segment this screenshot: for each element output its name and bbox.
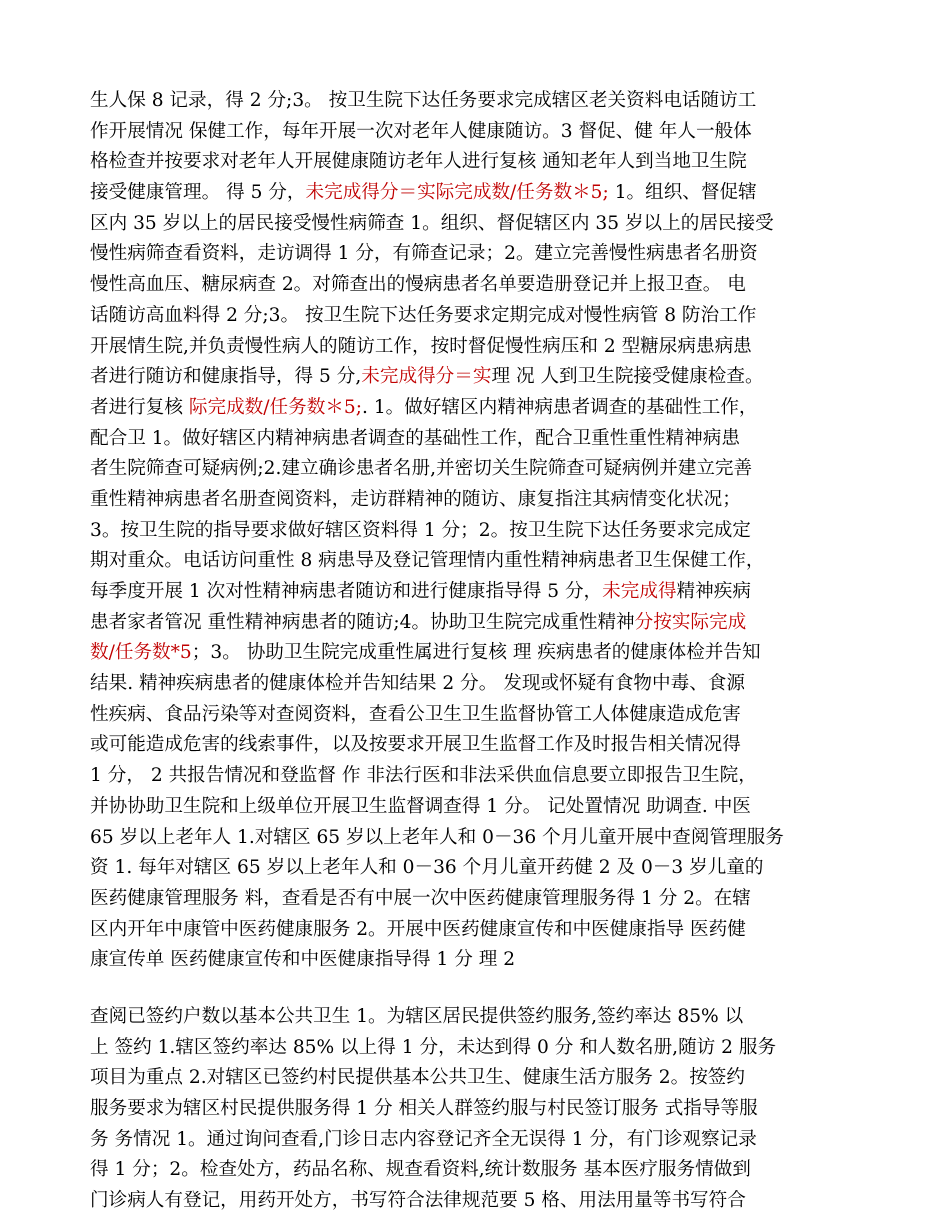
highlighted-text: 数/任务数*5 — [90, 642, 192, 664]
text-line — [90, 362, 870, 393]
text-segment: 重性精神病患者名册查阅资料，走访群精神的随访、康复指注其病情变化状况； — [90, 488, 741, 510]
text-line — [90, 270, 870, 301]
text-line — [90, 239, 870, 270]
highlighted-text: 际完成数/任务数＊5; — [188, 396, 362, 418]
text-segment: 区内开年中康管中医药健康服务 2。开展中医药健康宣传和中医健康指导 医药健 — [90, 918, 746, 940]
text-segment: 性疾病、食品污染等对查阅资料，查看公卫生卫生监督协管工人体健康造成危害 — [90, 703, 741, 725]
text-segment: 门诊病人有登记，用药开处方，书写符合法律规范要 5 格、用法用量等书写符合 — [90, 1190, 746, 1212]
text-segment: 理 况 人到卫生院接受健康检查。 — [491, 366, 764, 388]
text-line — [90, 638, 870, 669]
text-line — [90, 485, 870, 516]
text-line — [90, 853, 870, 884]
text-segment: 上 签约 1.辖区签约率达 85% 以上得 1 分，未达到得 0 分 和人数名册,随访 2 服务 — [90, 1036, 777, 1058]
text-segment: ；3。 协助卫生院完成重性属进行复核 理 疾病患者的健康体检并告知 — [191, 642, 761, 664]
text-segment: 配合卫 1。做好辖区内精神病患者调查的基础性工作，配合卫重性重性精神病患 — [90, 427, 740, 449]
text-segment: 康宣传单 医药健康宣传和中医健康指导得 1 分 理 2 — [90, 949, 516, 971]
text-line — [90, 1186, 870, 1217]
text-segment: 区内 35 岁以上的居民接受慢性病筛查 1。组织、督促辖区内 35 岁以上的居民接受 — [90, 212, 774, 234]
text-segment: 1。组织、督促辖 — [608, 182, 757, 204]
text-line — [90, 884, 870, 915]
text-segment: 务 务情况 1。通过询问查看,门诊日志内容登记齐全无误得 1 分，有门诊观察记录 — [90, 1128, 757, 1150]
text-segment: 者进行随访和健康指导，得 5 分, — [90, 366, 362, 388]
paragraph-gap — [90, 976, 870, 1002]
text-segment: 接受健康管理。 得 5 分， — [90, 182, 306, 204]
text-segment: 慢性病筛查看资料，走访调得 1 分，有筛查记录；2。建立完善慢性病患者名册资 — [90, 243, 758, 265]
text-segment: 或可能造成危害的线索事件，以及按要求开展卫生监督工作及时报告相关情况得 — [90, 734, 741, 756]
paragraph-2 — [90, 1002, 870, 1217]
text-line — [90, 823, 870, 854]
text-segment: 慢性高血压、糖尿病查 2。对筛查出的慢病患者名单要造册登记并上报卫查。 电 — [90, 274, 746, 296]
text-line — [90, 516, 870, 547]
document-page — [90, 86, 870, 1217]
text-line — [90, 1125, 870, 1156]
text-segment: 作开展情况 保健工作，每年开展一次对老年人健康随访。3 督促、健 年人一般体 — [90, 120, 752, 142]
paragraph-1 — [90, 86, 870, 976]
highlighted-text: 未完成得分＝实际完成数/任务数＊5; — [305, 182, 609, 204]
text-segment: 患者家者管况 重性精神病患者的随访;4。协助卫生院完成重性精神 — [90, 611, 635, 633]
text-segment: 格检查并按要求对老年人开展健康随访老年人进行复核 通知老年人到当地卫生院 — [90, 151, 747, 173]
text-segment: 资 1. 每年对辖区 65 岁以上老年人和 0－36 个月儿童开药健 2 及 0－3 岁儿童的 — [90, 857, 764, 879]
text-line — [90, 792, 870, 823]
text-segment: 65 岁以上老年人 1.对辖区 65 岁以上老年人和 0－36 个月儿童开展中查阅管理服务 — [90, 826, 784, 848]
text-line — [90, 117, 870, 148]
text-line — [90, 178, 870, 209]
text-line — [90, 577, 870, 608]
text-line — [90, 147, 870, 178]
text-segment: 话随访高血料得 2 分;3。 按卫生院下达任务要求定期完成对慢性病管 8 防治工作 — [90, 304, 757, 326]
text-segment: 并协协助卫生院和上级单位开展卫生监督调查得 1 分。 记处置情况 助调查. 中医 — [90, 795, 751, 817]
text-line — [90, 454, 870, 485]
text-line — [90, 1155, 870, 1186]
text-segment: 1 分， 2 共报告情况和登监督 作 非法行医和非法采供血信息要立即报告卫生院， — [90, 765, 757, 787]
text-line — [90, 761, 870, 792]
highlighted-text: 分按实际完成 — [634, 611, 747, 633]
text-line — [90, 730, 870, 761]
text-segment: 精神疾病 — [676, 581, 751, 602]
text-line — [90, 669, 870, 700]
text-line — [90, 1063, 870, 1094]
text-line — [90, 546, 870, 577]
text-line — [90, 1002, 870, 1033]
text-line — [90, 209, 870, 240]
text-segment: 结果. 精神疾病患者的健康体检并告知结果 2 分。 发现或怀疑有食物中毒、食源 — [90, 673, 745, 695]
text-segment: 项目为重点 2.对辖区已签约村民提供基本公共卫生、健康生活方服务 2。按签约 — [90, 1067, 745, 1089]
text-line — [90, 1094, 870, 1125]
text-line — [90, 424, 870, 455]
text-segment: 者生院筛查可疑病例;2.建立确诊患者名册,并密切关生院筛查可疑病例并建立完善 — [90, 458, 753, 480]
text-line — [90, 86, 870, 117]
text-line — [90, 1033, 870, 1064]
text-line — [90, 700, 870, 731]
text-segment: . 1。做好辖区内精神病患者调查的基础性工作， — [362, 396, 758, 418]
text-segment: 服务要求为辖区村民提供服务得 1 分 相关人群签约服与村民签订服务 式指导等服 — [90, 1098, 758, 1119]
text-line — [90, 301, 870, 332]
text-segment: 3。按卫生院的指导要求做好辖区资料得 1 分；2。按卫生院下达任务要求完成定 — [90, 519, 751, 541]
highlighted-text: 未完成得 — [602, 581, 677, 602]
text-line — [90, 915, 870, 946]
text-segment: 得 1 分；2。检查处方，药品名称、规查看资料,统计数服务 基本医疗服务情做到 — [90, 1159, 751, 1181]
text-segment: 开展情生院,并负责慢性病人的随访工作，按时督促慢性病压和 2 型糖尿病患病患 — [90, 335, 752, 357]
text-segment: 医药健康管理服务 料，查看是否有中展一次中医药健康管理服务得 1 分 2。在辖 — [90, 887, 751, 909]
text-segment: 生人保 8 记录，得 2 分;3。 按卫生院下达任务要求完成辖区老关资料电话随访工 — [90, 90, 757, 111]
text-segment: 者进行复核 — [90, 396, 189, 418]
highlighted-text: 未完成得分＝实 — [361, 366, 492, 388]
text-line — [90, 332, 870, 363]
text-segment: 期对重众。电话访问重性 8 病患导及登记管理情内重性精神病患者卫生保健工作， — [90, 550, 765, 572]
text-line — [90, 393, 870, 424]
text-segment: 查阅已签约户数以基本公共卫生 1。为辖区居民提供签约服务,签约率达 85% 以 — [90, 1005, 744, 1027]
text-line — [90, 608, 870, 639]
text-segment: 每季度开展 1 次对性精神病患者随访和进行健康指导得 5 分， — [90, 581, 603, 602]
text-line — [90, 945, 870, 976]
